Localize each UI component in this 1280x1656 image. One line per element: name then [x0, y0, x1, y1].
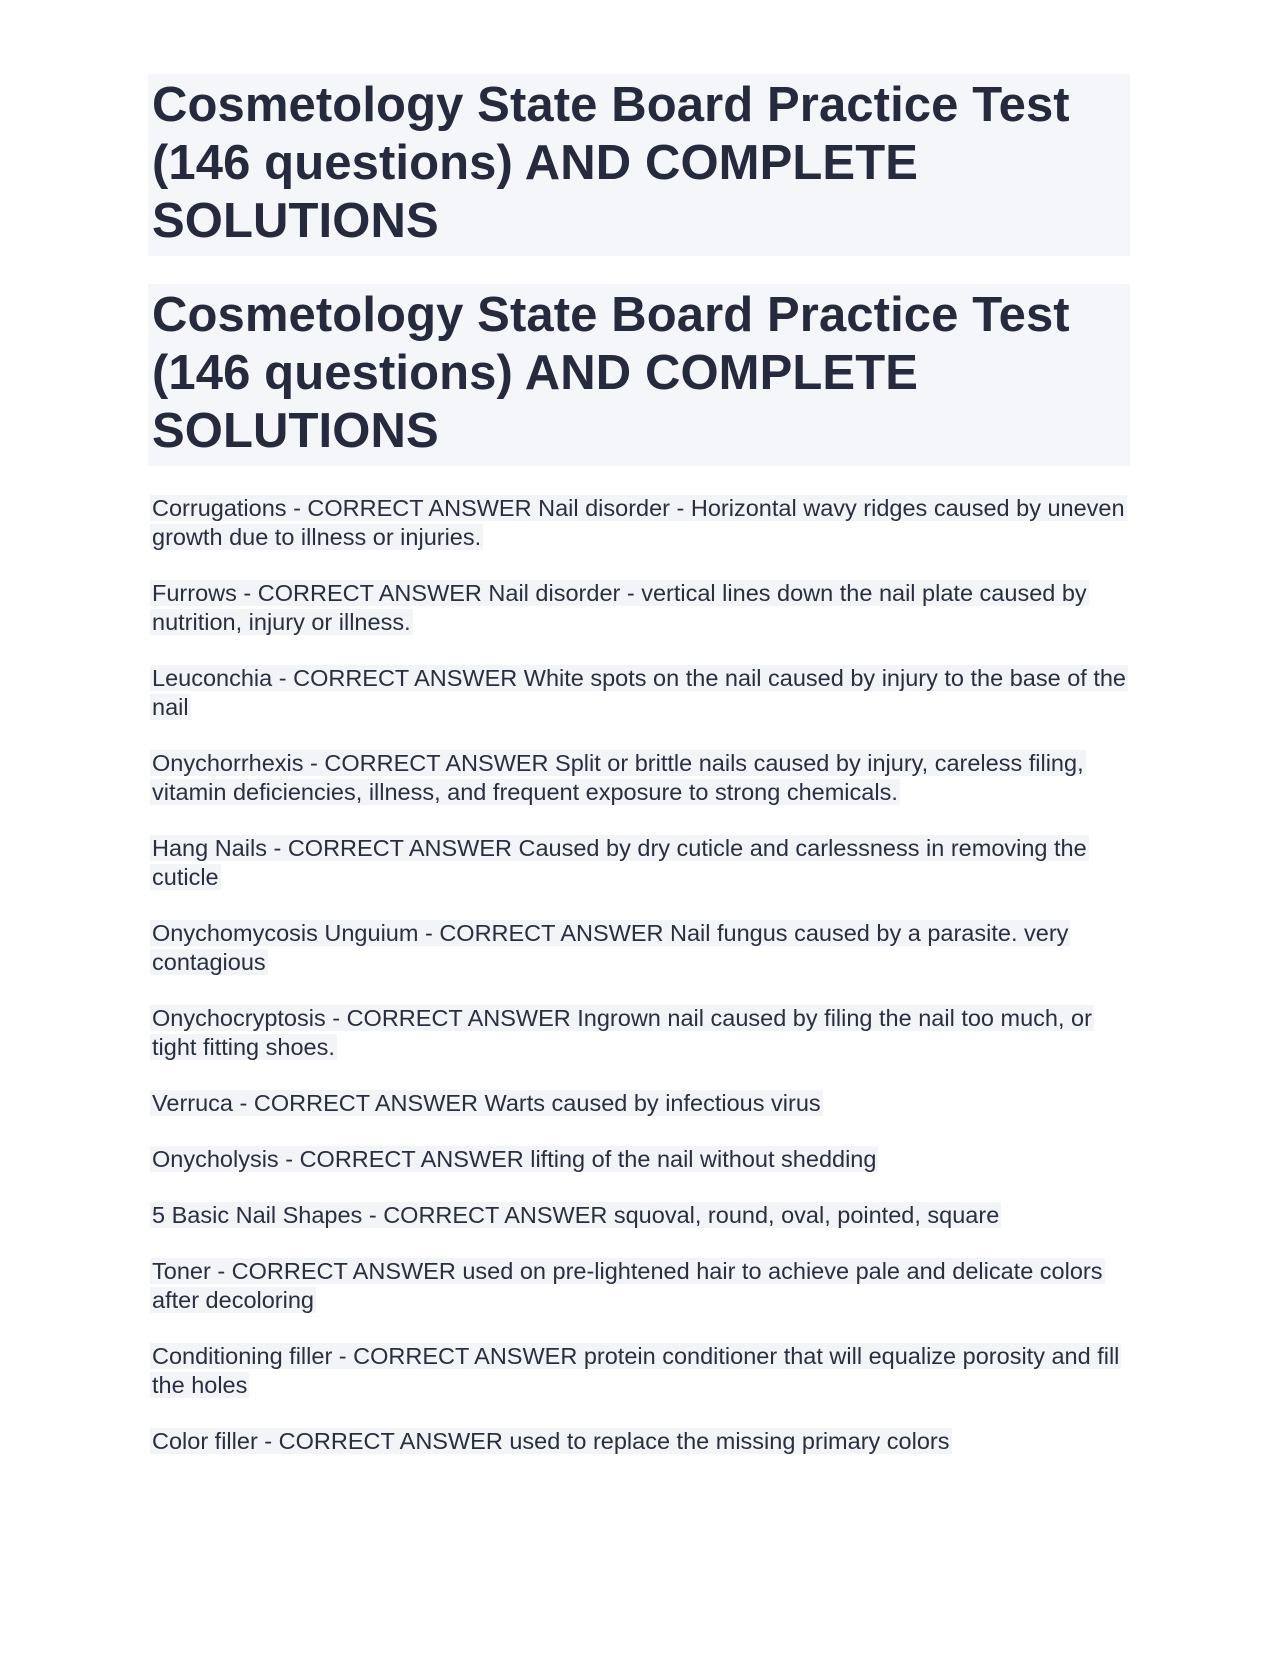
qa-text: Onychomycosis Unguium - CORRECT ANSWER Nail fungus caused by a parasite. very contagious — [152, 920, 1069, 975]
qa-entry — [148, 1342, 1130, 1400]
qa-entry — [148, 1427, 1130, 1456]
question-answer-list — [148, 494, 1130, 1456]
qa-entry — [148, 1089, 1130, 1118]
qa-text: Furrows - CORRECT ANSWER Nail disorder - vertical lines down the nail plate caused by nutrition, injury or illness. — [152, 580, 1087, 635]
qa-text: Onychocryptosis - CORRECT ANSWER Ingrown nail caused by filing the nail too much, or tight fitting shoes. — [152, 1005, 1092, 1060]
qa-text: Onychorrhexis - CORRECT ANSWER Split or brittle nails caused by injury, careless filing, vitamin deficiencies, illness, and frequent exposure to strong chemicals. — [152, 750, 1084, 805]
qa-text: 5 Basic Nail Shapes - CORRECT ANSWER squoval, round, oval, pointed, square — [152, 1202, 1000, 1228]
qa-entry — [148, 1257, 1130, 1315]
qa-text: Conditioning filler - CORRECT ANSWER protein conditioner that will equalize porosity and fill the holes — [152, 1343, 1120, 1398]
qa-text: Toner - CORRECT ANSWER used on pre-lightened hair to achieve pale and delicate colors after decoloring — [152, 1258, 1103, 1313]
qa-entry — [148, 919, 1130, 977]
document-title: Cosmetology State Board Practice Test (146 questions) AND COMPLETE SOLUTIONS — [152, 78, 1070, 248]
qa-entry — [148, 494, 1130, 552]
qa-text: Leuconchia - CORRECT ANSWER White spots on the nail caused by injury to the base of the nail — [152, 665, 1126, 720]
document-title-repeat: Cosmetology State Board Practice Test (146 questions) AND COMPLETE SOLUTIONS — [152, 288, 1070, 458]
qa-text: Verruca - CORRECT ANSWER Warts caused by infectious virus — [152, 1090, 821, 1116]
qa-text: Corrugations - CORRECT ANSWER Nail disorder - Horizontal wavy ridges caused by uneven growth due to illness or injuries. — [152, 495, 1125, 550]
qa-entry — [148, 1201, 1130, 1230]
qa-entry — [148, 1145, 1130, 1174]
qa-entry — [148, 834, 1130, 892]
qa-entry — [148, 579, 1130, 637]
qa-entry — [148, 1004, 1130, 1062]
qa-text: Hang Nails - CORRECT ANSWER Caused by dry cuticle and carlessness in removing the cuticle — [152, 835, 1087, 890]
qa-text: Color filler - CORRECT ANSWER used to replace the missing primary colors — [152, 1428, 950, 1454]
document-title-block-1 — [148, 74, 1130, 256]
qa-text: Onycholysis - CORRECT ANSWER lifting of the nail without shedding — [152, 1146, 877, 1172]
document-title-block-2 — [148, 284, 1130, 466]
document-page — [148, 74, 1130, 1483]
qa-entry — [148, 749, 1130, 807]
qa-entry — [148, 664, 1130, 722]
